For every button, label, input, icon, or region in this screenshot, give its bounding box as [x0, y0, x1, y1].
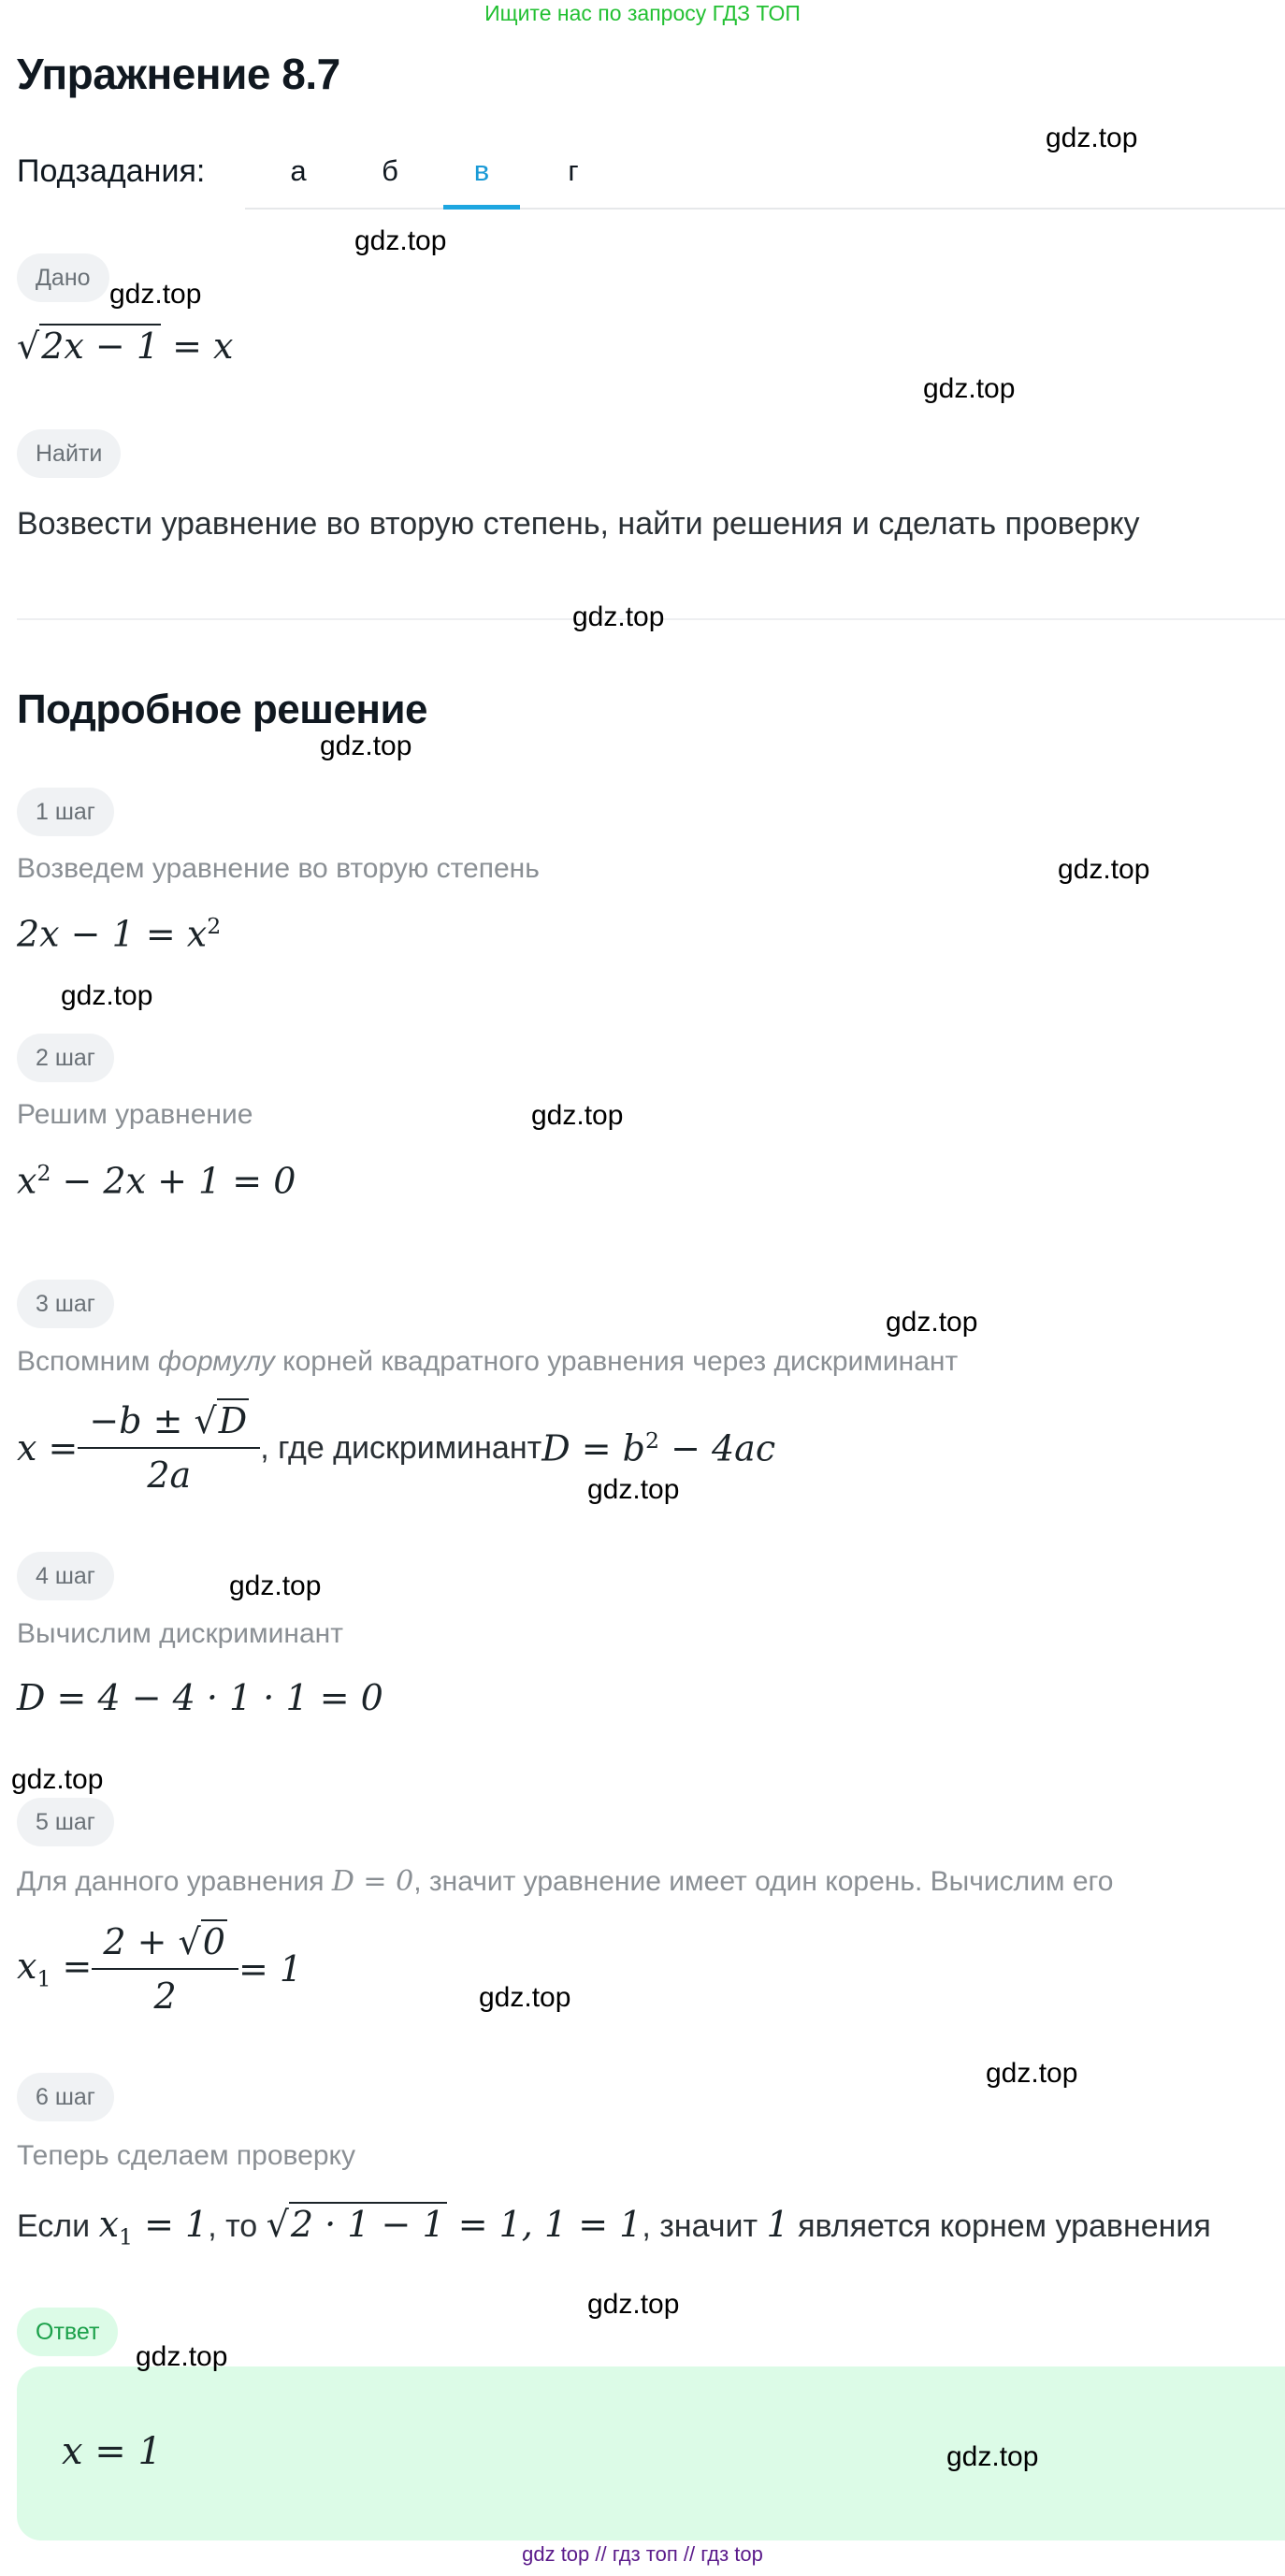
step-2-desc: Решим уравнение: [17, 1099, 253, 1130]
watermark: gdz.top: [320, 731, 412, 761]
tab-a[interactable]: а: [290, 154, 307, 187]
subtasks-bar: [17, 152, 1285, 210]
step-4-badge: 4 шаг: [17, 1552, 114, 1600]
step-5-badge: 5 шаг: [17, 1798, 114, 1846]
watermark: gdz.top: [479, 1982, 571, 2013]
watermark: gdz.top: [354, 225, 447, 256]
watermark: gdz.top: [61, 980, 153, 1011]
step-4-desc: Вычислим дискриминант: [17, 1618, 343, 1649]
given-formula: √2x − 1 = x: [17, 326, 234, 367]
watermark: gdz.top: [572, 601, 665, 632]
answer-formula: x = 1: [62, 2430, 162, 2473]
formula-link[interactable]: формулу: [157, 1346, 275, 1377]
watermark: gdz.top: [923, 373, 1016, 404]
watermark: gdz.top: [1058, 854, 1150, 885]
footer-links[interactable]: gdz top // гдз топ // гдз top: [522, 2542, 763, 2566]
watermark: gdz.top: [136, 2341, 228, 2372]
find-text: Возвести уравнение во вторую степень, найти решения и сделать проверку: [17, 506, 1140, 542]
promo-banner: Ищите нас по запросу ГДЗ ТОП: [484, 1, 801, 25]
given-badge: Дано: [17, 253, 109, 302]
page-title: Упражнение 8.7: [17, 50, 340, 98]
step-6-desc: Теперь сделаем проверку: [17, 2140, 355, 2171]
step-3-formula: x = $\frac{-b \pm √D}{2a}$ , где дискриминант $D = b^2 - 4ac$: [17, 1400, 776, 1496]
step-3-desc: Вспомним формулу корней квадратного уравнения через дискриминант: [17, 1346, 959, 1377]
watermark: gdz.top: [587, 1474, 680, 1505]
step-1-formula: $2x - 1 = x^2$: [17, 913, 222, 955]
watermark: gdz.top: [11, 1764, 104, 1795]
subtask-tabs: [245, 152, 1285, 210]
step-6-badge: 6 шаг: [17, 2073, 114, 2121]
watermark: gdz.top: [886, 1307, 978, 1338]
find-badge: Найти: [17, 429, 121, 478]
tab-v[interactable]: в: [443, 152, 520, 206]
subtasks-label: Подзадания:: [17, 153, 206, 189]
answer-box: [17, 2366, 1285, 2540]
step-1-badge: 1 шаг: [17, 788, 114, 836]
tab-g[interactable]: г: [568, 154, 579, 187]
watermark: gdz.top: [1046, 123, 1138, 153]
watermark: gdz.top: [986, 2058, 1078, 2089]
step-2-formula: $x^2 - 2x + 1 = 0$: [17, 1160, 296, 1202]
step-1-desc: Возведем уравнение во вторую степень: [17, 853, 540, 884]
divider: [17, 618, 1285, 620]
watermark: gdz.top: [531, 1100, 624, 1131]
step-6-check: Если $x_1 = 1$, то √2 · 1 − 1 = 1, 1 = 1, значит 1 является корнем уравнения: [17, 2204, 1211, 2250]
step-2-badge: 2 шаг: [17, 1034, 114, 1082]
step-4-formula: D = 4 − 4 · 1 · 1 = 0: [17, 1677, 383, 1718]
watermark: gdz.top: [946, 2441, 1039, 2472]
watermark: gdz.top: [587, 2289, 680, 2320]
step-5-desc: Для данного уравнения D = 0, значит уравнение имеет один корень. Вычислим его: [17, 1865, 1114, 1898]
tab-b[interactable]: б: [382, 154, 398, 187]
step-3-badge: 3 шаг: [17, 1280, 114, 1328]
solution-title: Подробное решение: [17, 687, 428, 732]
step-5-formula: $x_1$ = $\frac{2 + √0}{2}$ = 1: [17, 1921, 303, 2017]
watermark: gdz.top: [109, 279, 202, 310]
answer-badge: Ответ: [17, 2308, 118, 2356]
watermark: gdz.top: [229, 1570, 322, 1601]
